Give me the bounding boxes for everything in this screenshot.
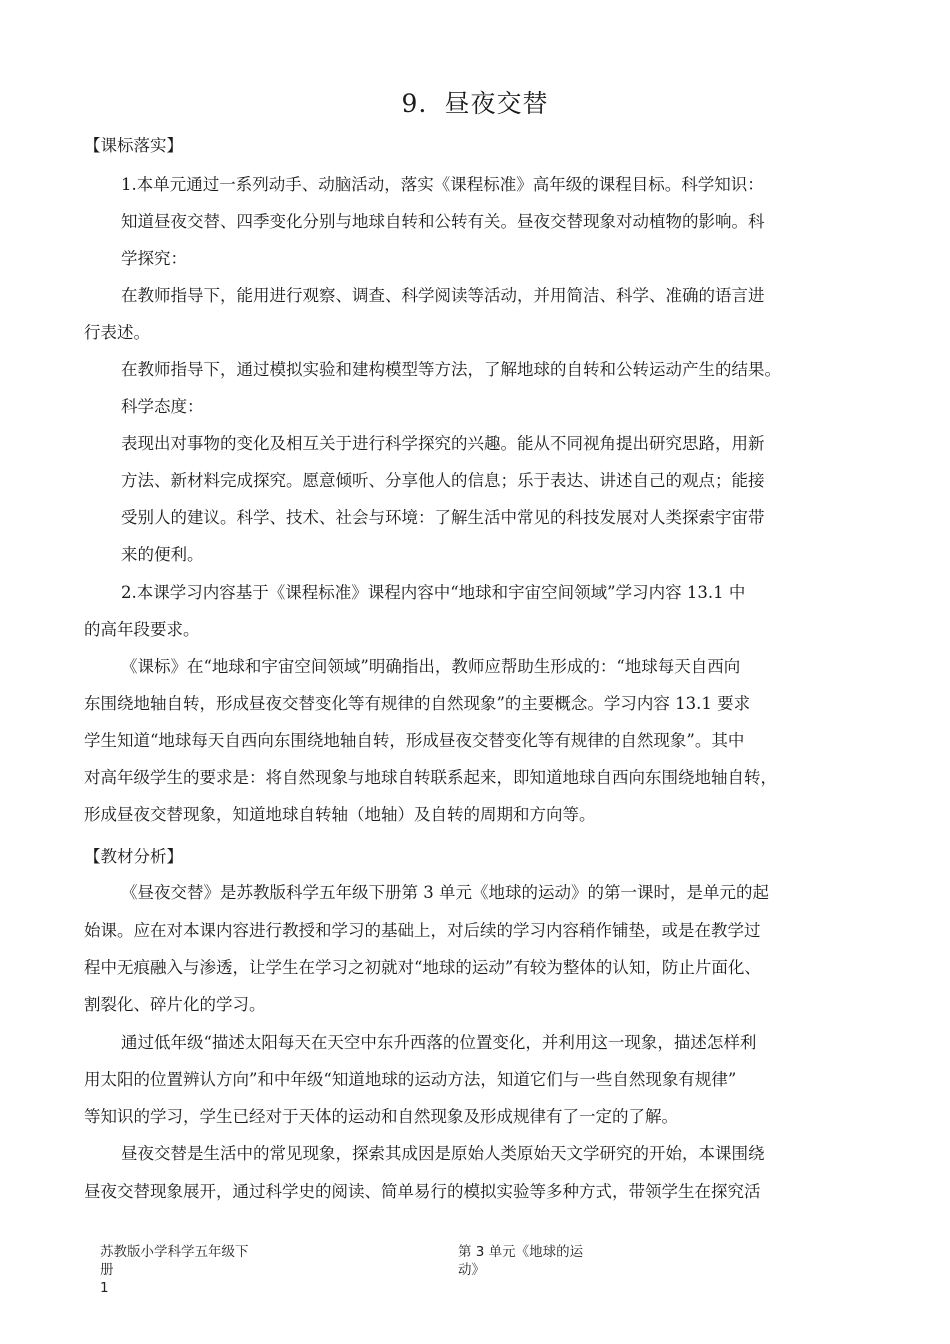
paragraph-line: 在教师指导下，能用进行观察、调查、科学阅读等活动，并用简洁、科学、准确的语言进 bbox=[121, 286, 765, 305]
page-title: 9．昼夜交替 bbox=[401, 89, 549, 118]
paragraph-line: 学生知道“地球每天自西向东围绕地轴自转，形成昼夜交替变化等有规律的自然现象”。其中 bbox=[84, 731, 745, 750]
paragraph-line: 科学态度： bbox=[121, 397, 204, 416]
paragraph-line: 来的便利。 bbox=[121, 545, 204, 564]
paragraph-line: 形成昼夜交替现象，知道地球自转轴（地轴）及自转的周期和方向等。 bbox=[84, 805, 596, 824]
section-heading-curriculum: 【课标落实】 bbox=[84, 136, 183, 155]
footer-left bbox=[100, 1243, 249, 1297]
paragraph-line: 东围绕地轴自转，形成昼夜交替变化等有规律的自然现象”的主要概念。学习内容 13.1 要求 bbox=[84, 694, 751, 713]
paragraph-line: 对高年级学生的要求是：将自然现象与地球自转联系起来，即知道地球自西向东围绕地轴自转， bbox=[84, 768, 777, 787]
paragraph-line: 用太阳的位置辨认方向”和中年级“知道地球的运动方法，知道它们与一些自然现象有规律” bbox=[84, 1070, 737, 1089]
paragraph-line: 受别人的建议。科学、技术、社会与环境：了解生活中常见的科技发展对人类探索宇宙带 bbox=[121, 508, 765, 527]
paragraph-line: 《课标》在“地球和宇宙空间领域”明确指出，教师应帮助生形成的：“地球每天自西向 bbox=[121, 657, 741, 676]
paragraph-line: 等知识的学习，学生已经对于天体的运动和自然现象及形成规律有了一定的了解。 bbox=[84, 1107, 678, 1126]
section-heading-textbook-analysis: 【教材分析】 bbox=[84, 847, 183, 866]
paragraph-line: 表现出对事物的变化及相互关于进行科学探究的兴趣。能从不同视角提出研究思路，用新 bbox=[121, 434, 765, 453]
paragraph-line: 行表述。 bbox=[84, 323, 150, 342]
paragraph-line: 通过低年级“描述太阳每天在天空中东升西落的位置变化，并利用这一现象，描述怎样利 bbox=[121, 1033, 757, 1052]
paragraph-line: 2.本课学习内容基于《课程标准》课程内容中“地球和宇宙空间领域”学习内容 13.1 中 bbox=[121, 583, 746, 602]
paragraph-line: 的高年段要求。 bbox=[84, 620, 200, 639]
paragraph-line: 昼夜交替现象展开，通过科学史的阅读、简单易行的模拟实验等多种方式，带领学生在探究活 bbox=[84, 1182, 761, 1201]
paragraph-line: 割裂化、碎片化的学习。 bbox=[84, 995, 266, 1014]
paragraph-line: 在教师指导下，通过模拟实验和建构模型等方法，了解地球的自转和公转运动产生的结果。 bbox=[121, 360, 781, 379]
page-number: 1 bbox=[100, 1280, 109, 1296]
paragraph-line: 学探究： bbox=[121, 249, 187, 268]
footer-right bbox=[458, 1243, 583, 1279]
paragraph-line: 1.本单元通过一系列动手、动脑活动，落实《课程标准》高年级的课程目标。科学知识： bbox=[121, 175, 764, 194]
paragraph-line: 昼夜交替是生活中的常见现象，探索其成因是原始人类原始天文学研究的开始，本课围绕 bbox=[121, 1144, 765, 1163]
footer-unit-title: 第 3 单元《地球的运 bbox=[458, 1244, 584, 1260]
paragraph-line: 方法、新材料完成探究。愿意倾听、分享他人的信息；乐于表达、讲述自己的观点；能接 bbox=[121, 471, 765, 490]
footer-book-title: 苏教版小学科学五年级下 bbox=[100, 1244, 249, 1260]
footer-unit-title-cont: 动》 bbox=[458, 1262, 485, 1278]
paragraph-line: 《昼夜交替》是苏教版科学五年级下册第 3 单元《地球的运动》的第一课时，是单元的起 bbox=[121, 883, 769, 902]
paragraph-line: 程中无痕融入与渗透，让学生在学习之初就对“地球的运动”有较为整体的认知，防止片面化、 bbox=[84, 958, 761, 977]
paragraph-line: 知道昼夜交替、四季变化分别与地球自转和公转有关。昼夜交替现象对动植物的影响。科 bbox=[121, 212, 765, 231]
footer-book-title-cont: 册 bbox=[100, 1262, 114, 1278]
paragraph-line: 始课。应在对本课内容进行教授和学习的基础上，对后续的学习内容稍作铺垫，或是在教学过 bbox=[84, 921, 761, 940]
